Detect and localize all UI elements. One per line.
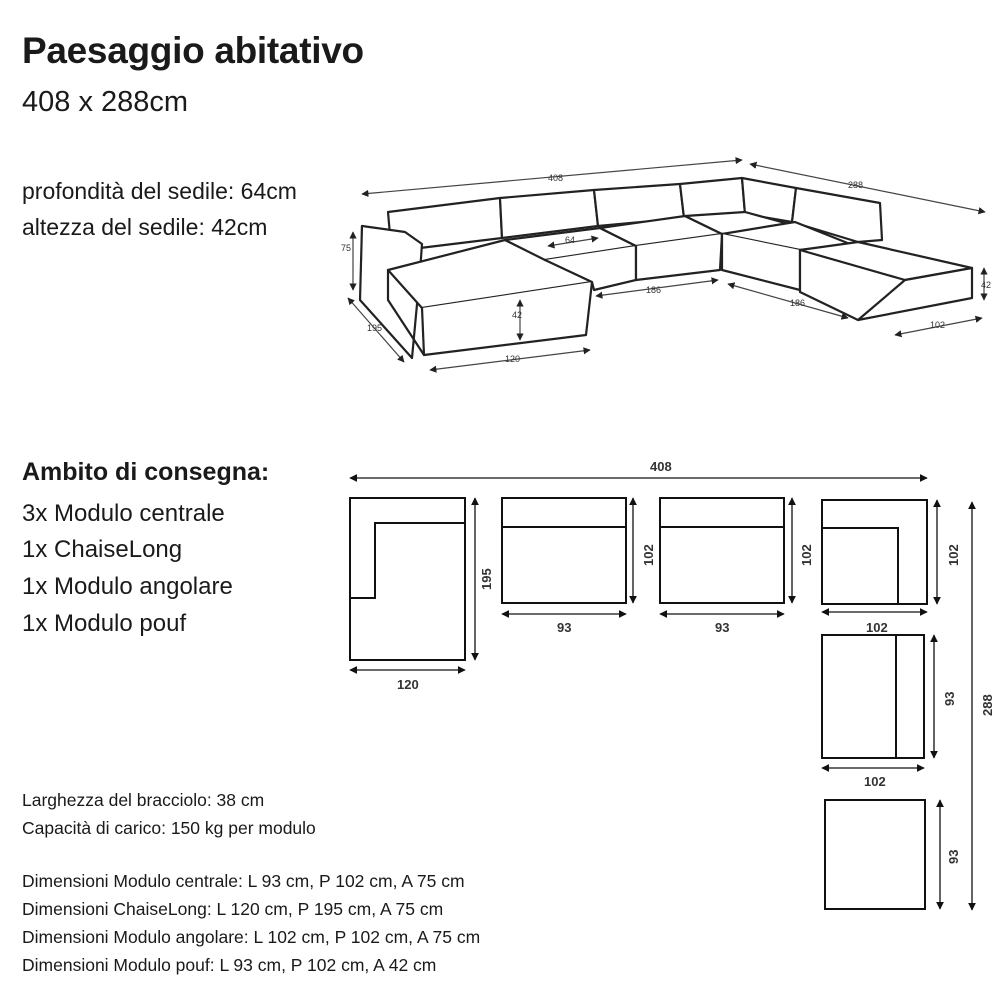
plan-label-middle2-depth: 102 xyxy=(799,544,814,566)
plan-corner-module xyxy=(822,500,927,604)
note-armrest: Larghezza del bracciolo: 38 cm xyxy=(22,790,265,810)
iso-label-seat-height: 42 xyxy=(512,310,523,320)
dimension-line: Dimensioni Modulo centrale: L 93 cm, P 102 cm, A 75 cm xyxy=(22,871,465,891)
delivery-title: Ambito di consegna: xyxy=(22,458,270,486)
spec-seat-depth: profondità del sedile: 64cm xyxy=(22,178,297,204)
plan-label-chaise-width: 120 xyxy=(397,677,419,692)
plan-label-middle1-depth: 102 xyxy=(641,544,656,566)
iso-label-chaise-depth: 195 xyxy=(367,323,383,333)
iso-label-height: 75 xyxy=(341,243,352,253)
delivery-item: 1x ChaiseLong xyxy=(22,536,183,563)
iso-label-pouf-width: 102 xyxy=(930,320,946,330)
spec-seat-height: altezza del sedile: 42cm xyxy=(22,214,268,240)
delivery-item: 1x Modulo angolare xyxy=(22,573,233,600)
iso-label-front-span: 186 xyxy=(646,285,662,295)
iso-label-seat-depth: 64 xyxy=(565,235,576,245)
plan-label-middle1-width: 93 xyxy=(557,620,572,635)
iso-label-total-depth: 288 xyxy=(848,180,864,190)
note-load: Capacità di carico: 150 kg per modulo xyxy=(22,818,316,838)
plan-label-total-depth: 288 xyxy=(980,694,995,716)
iso-label-total-width: 408 xyxy=(548,173,564,183)
plan-label-middle2-width: 93 xyxy=(715,620,730,635)
page-subtitle: 408 x 288cm xyxy=(22,86,189,118)
dimension-line: Dimensioni Modulo angolare: L 102 cm, P 102 cm, A 75 cm xyxy=(22,927,481,947)
plan-label-corner-depth: 102 xyxy=(946,544,961,566)
plan-pouf xyxy=(825,800,925,909)
plan-label-chaise-depth: 195 xyxy=(479,568,494,590)
page-title: Paesaggio abitativo xyxy=(22,30,364,71)
iso-label-pouf-height: 42 xyxy=(981,280,992,290)
plan-label-total-width: 408 xyxy=(650,459,672,474)
dimension-line: Dimensioni Modulo pouf: L 93 cm, P 102 cm, A 42 cm xyxy=(22,955,437,975)
plan-label-side-width: 102 xyxy=(864,774,886,789)
delivery-item: 3x Modulo centrale xyxy=(22,500,225,527)
iso-label-chaise-width: 120 xyxy=(505,354,521,364)
plan-label-side-depth: 93 xyxy=(942,691,957,706)
plan-side-module xyxy=(822,635,924,758)
dimension-line: Dimensioni ChaiseLong: L 120 cm, P 195 cm, A 75 cm xyxy=(22,899,444,919)
plan-middle-module-2 xyxy=(660,498,784,603)
plan-label-pouf-depth: 93 xyxy=(946,849,961,864)
delivery-item: 1x Modulo pouf xyxy=(22,610,187,637)
iso-label-side-span: 186 xyxy=(790,298,806,308)
plan-middle-module-1 xyxy=(502,498,626,603)
plan-label-corner-width: 102 xyxy=(866,620,888,635)
